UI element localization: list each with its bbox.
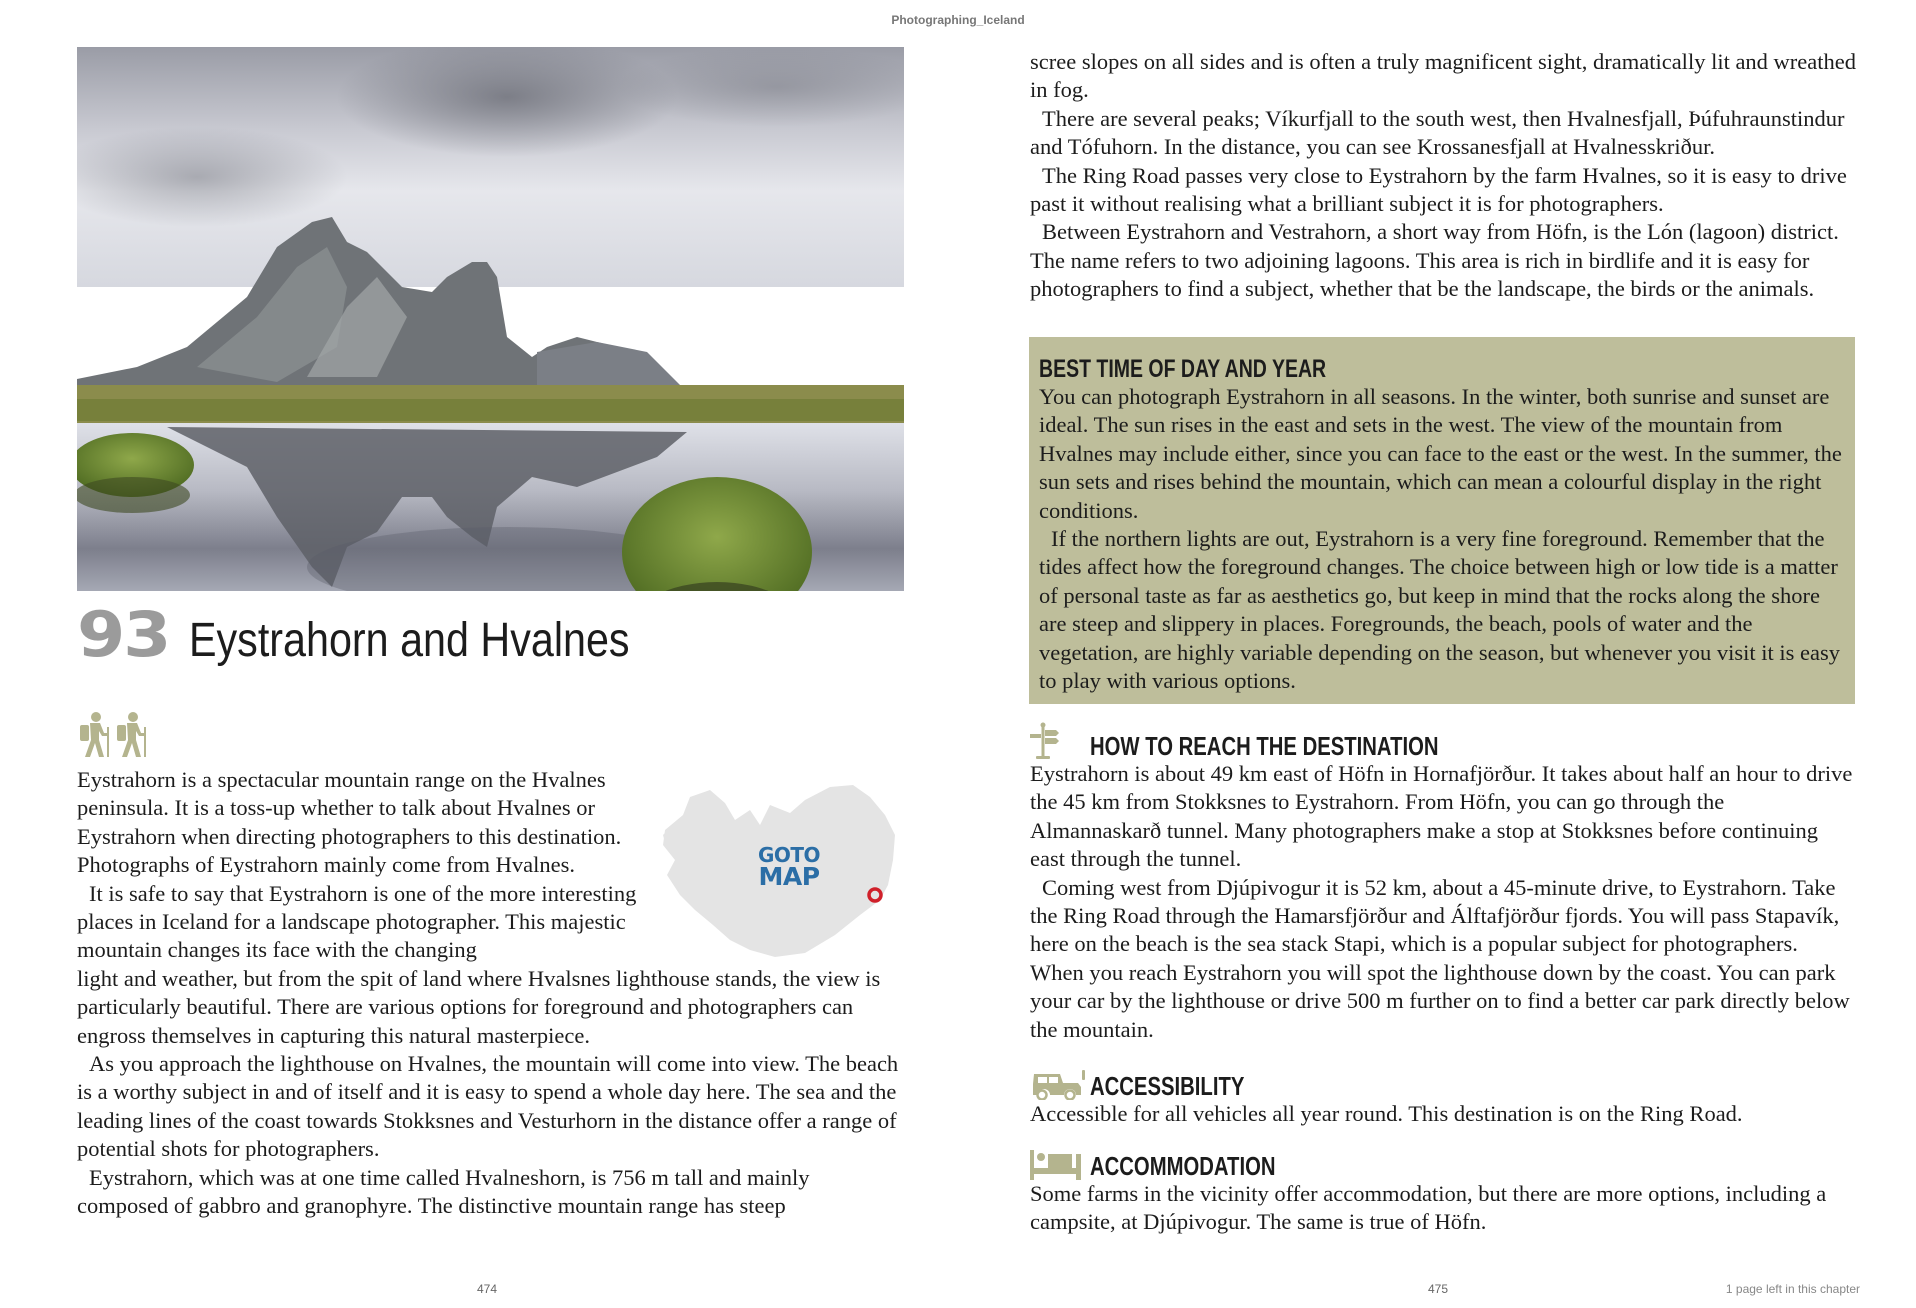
paragraph: Between Eystrahorn and Vestrahorn, a short way from Höfn, is the Lón (lagoon) district. The name refers to two adjoining lagoons. This area is rich in birdlife and it is easy for photographers to find a subject, whether that be the landscape, the birds or the animals. (1030, 219, 1839, 302)
accommodation-heading: ACCOMMODATION (1090, 1151, 1276, 1181)
page-number-left: 474 (477, 1282, 498, 1296)
paragraph: As you approach the lighthouse on Hvalnes, the mountain will come into view. The beach is a worthy subject in and of itself and it is easy to spend a whole day here. The sea and the leading lines of the coast towards Stokksnes and Vesturhorn in the distance offer a range of potential shots for photographers. (77, 1051, 899, 1162)
paragraph: The Ring Road passes very close to Eystrahorn by the farm Hvalnes, so it is easy to drive past it without realising what a brilliant subject it is for photographers. (1030, 162, 1847, 217)
section-header (1030, 1142, 1856, 1180)
accommodation-section (1030, 1142, 1856, 1237)
signpost-icon (1030, 722, 1090, 760)
chapter-title: Eystrahorn and Hvalnes (189, 614, 630, 667)
chapter-number: 93 (77, 598, 170, 671)
paragraph: There are several peaks; Víkurfjall to the south west, then Hvalnesfjall, Þúfuhraunstindur and Tófuhorn. In the distance, you can see Krossanesfjall at Hvalnesskriður. (1030, 105, 1845, 160)
hiker-icon (114, 711, 149, 757)
paragraph: Eystrahorn, which was at one time called Hvalneshorn, is 756 m tall and mainly composed of gabbro and granophyre. The distinctive mountain range has steep (77, 1164, 810, 1219)
paragraph: It is safe to say that Eystrahorn is one of the more interesting places in Iceland for a landscape photographer. This majestic mountain changes its face with the changing (77, 880, 637, 963)
page-number-right: 475 (1428, 1282, 1449, 1296)
paragraph: You can photograph Eystrahorn in all seasons. In the winter, both sunrise and sunset are ideal. The sun rises in the east and sets in the west. The view of the mountain from Hvalnes may include either, since you can face to the east or the west. In the summer, the sun sets and rises behind the mountain, which can mean a colourful display in the right conditions. (1039, 384, 1842, 523)
left-body-text (77, 766, 905, 1221)
chapter-pages-remaining: 1 page left in this chapter (1725, 1282, 1860, 1296)
best-time-box (1029, 337, 1855, 704)
section-header (1030, 722, 1856, 760)
accessibility-section (1030, 1062, 1856, 1128)
accessibility-heading: ACCESSIBILITY (1090, 1071, 1245, 1101)
paragraph-continued: light and weather, but from the spit of land where Hvalsnes lighthouse stands, the view is particularly beautiful. There are various options for foreground and photographers can engross themselves in capturing this natural masterpiece. (77, 965, 881, 1048)
book-title: Photographing_Iceland (891, 13, 1025, 27)
paragraph: Coming west from Djúpivogur it is 52 km, about a 45-minute drive, to Eystrahorn. Take the Ring Road through the Hamarsfjörður and Álftafjörður fjords. You will pass Stapavík, here on the beach is the sea stack Stapi, which is a popular subject for photographers. When you reach Eystrahorn you will spot the lighthouse down by the coast. You can park your car by the lighthouse or drive 500 m further on to find a better car park directly below the mountain. (1030, 874, 1850, 1042)
paragraph: scree slopes on all sides and is often a truly magnificent sight, dramatically lit and wreathed in fog. (1030, 49, 1857, 103)
difficulty-rating (77, 711, 149, 757)
paragraph: Eystrahorn is a spectacular mountain range on the Hvalnes peninsula. It is a toss-up whether to talk about Hvalnes or Eystrahorn when directing photographers to this destination. Photographs of Eystrahorn mainly come from Hvalnes. (77, 767, 622, 878)
best-time-heading: BEST TIME OF DAY AND YEAR (1039, 355, 1327, 383)
chapter-photo (77, 47, 904, 591)
paragraph: If the northern lights are out, Eystrahorn is a very fine foreground. Remember that the tides affect how the foreground changes. The choice between high or low tide is a matter of personal taste as far as aesthetics go, but keep in mind that the rocks along the shore are steep and slippery in places. Foregrounds, the beach, pools of water and the vegetation, are highly variable depending on the season, but whenever you visit it is easy to play with various options. (1039, 526, 1841, 694)
hiker-icon (77, 711, 112, 757)
paragraph: Some farms in the vicinity offer accommodation, but there are more options, including a campsite, at Djúpivogur. The same is true of Höfn. (1030, 1181, 1827, 1235)
bed-icon (1030, 1148, 1090, 1180)
how-to-reach-heading: HOW TO REACH THE DESTINATION (1090, 731, 1439, 761)
chapter-heading (77, 598, 702, 674)
how-to-reach-section (1030, 722, 1856, 1044)
right-body-text (1030, 48, 1856, 304)
goto-map-label: GOTO MAP (758, 843, 821, 891)
paragraph: Accessible for all vehicles all year round. This destination is on the Ring Road. (1030, 1101, 1743, 1126)
section-header (1030, 1062, 1856, 1100)
jeep-icon (1030, 1068, 1090, 1100)
paragraph: Eystrahorn is about 49 km east of Höfn in Hornafjörður. It takes about half an hour to drive the 45 km from Stokksnes to Eystrahorn. From Höfn, you can go through the Almannaskarð tunnel. Many photographers make a stop at Stokksnes before continuing east through the tunnel. (1030, 761, 1853, 872)
